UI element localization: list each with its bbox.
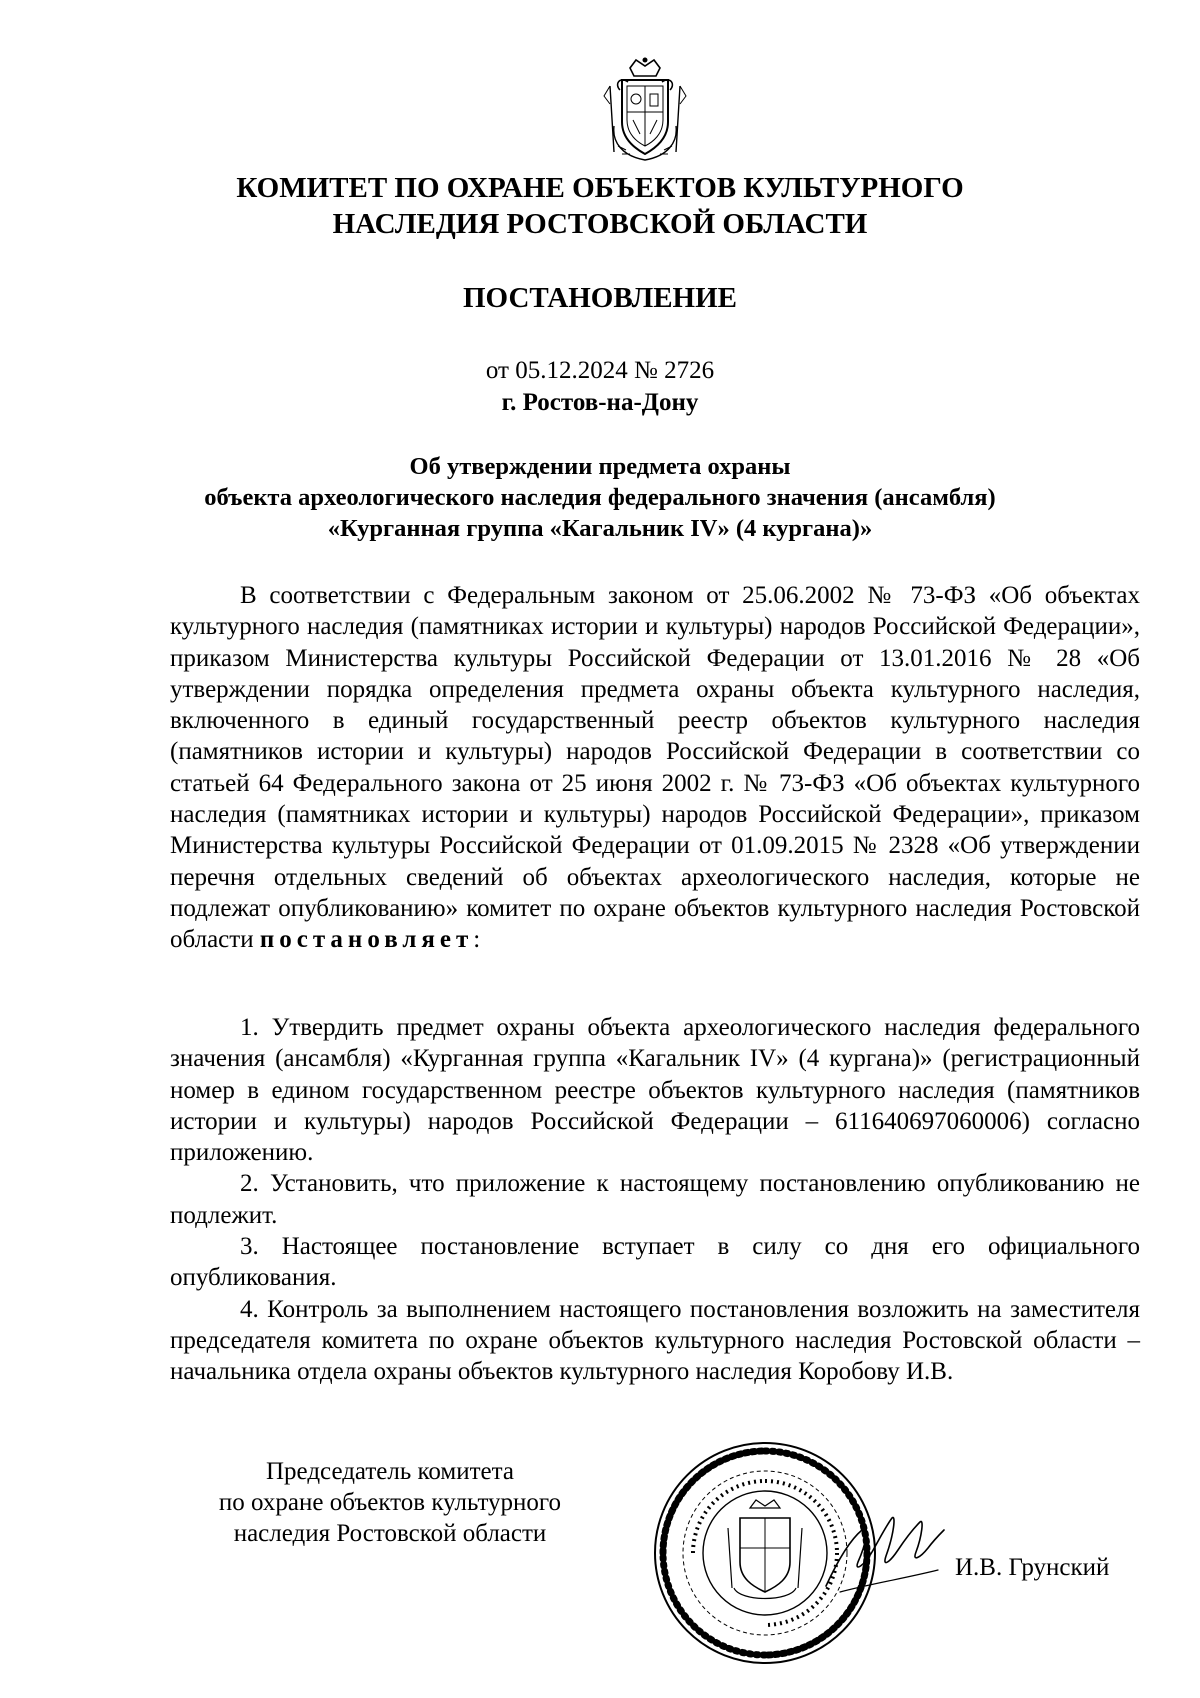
handwritten-signature-icon xyxy=(820,1500,950,1610)
coat-of-arms-icon xyxy=(600,56,690,164)
signer-name: И.В. Грунский xyxy=(955,1554,1110,1581)
decree-item-1: 1. Утвердить предмет охраны объекта археологического наследия федерального значения (ансамбля) «Курганная группа «Кагальник IV» (4 кургана)» (регистрационный номер в едином государственном реестре объектов культурного наследия (памятников истории и культуры) народов Российской Федерации – 611640697060006) согласно приложению. xyxy=(170,1014,1140,1167)
document-date-number: от 05.12.2024 № 2726 xyxy=(485,357,715,384)
decree-items xyxy=(170,1012,1140,1388)
document-type: ПОСТАНОВЛЕНИЕ xyxy=(462,282,737,314)
preamble-text: В соответствии с Федеральным законом от 25.06.2002 № 73-ФЗ «Об объектах культурного наследия (памятниках истории и культуры) народов Российской Федерации», приказом Министерства культуры Российской Федерации от 13.01.2016 № 28 «Об утверждении порядка определения предмета охраны объекта культурного наследия, включенного в единый государственный реестр объектов культурного наследия (памятников истории и культуры) народов Российской Федерации в соответствии со статьей 64 Федерального закона от 25 июня 2002 г. № 73-ФЗ «Об объектах культурного наследия (памятниках истории и культуры) народов Российской Федерации», приказом Министерства культуры Российской Федерации от 01.09.2015 № 2328 «Об утверждении перечня отдельных сведений об объектах археологического наследия, которые не подлежат опубликованию» комитет по охране объектов культурного наследия Ростовской области xyxy=(170,582,1140,954)
organization-title xyxy=(25,170,1175,242)
decree-item-2: 2. Установить, что приложение к настоящему постановлению опубликованию не подлежит. xyxy=(170,1170,1140,1229)
preamble-paragraph xyxy=(170,580,1140,956)
subject-line-3: «Курганная группа «Кагальник IV» (4 кургана)» xyxy=(327,515,873,542)
organization-title-line-2: НАСЛЕДИЯ РОСТОВСКОЙ ОБЛАСТИ xyxy=(332,208,868,240)
signer-position-line-1: Председатель комитета xyxy=(266,1458,514,1485)
decree-item-3: 3. Настоящее постановление вступает в силу со дня его официального опубликования. xyxy=(170,1233,1140,1292)
preamble-colon: : xyxy=(473,926,481,954)
document-city: г. Ростов-на-Дону xyxy=(501,389,699,416)
signer-position-line-2: по охране объектов культурного xyxy=(218,1489,562,1516)
decree-item-4: 4. Контроль за выполнением настоящего постановления возложить на заместителя председателя комитета по охране объектов культурного наследия Ростовской области – начальника отдела охраны объектов культурного наследия Коробову И.В. xyxy=(170,1295,1140,1386)
signer-position xyxy=(190,1456,590,1549)
signer-position-line-3: наследия Ростовской области xyxy=(233,1520,547,1547)
organization-title-line-1: КОМИТЕТ ПО ОХРАНЕ ОБЪЕКТОВ КУЛЬТУРНОГО xyxy=(236,172,964,204)
decree-word: постановляет xyxy=(259,926,474,954)
document-subject xyxy=(25,451,1175,544)
subject-line-1: Об утверждении предмета охраны xyxy=(409,453,791,480)
subject-line-2: объекта археологического наследия федерального значения (ансамбля) xyxy=(204,484,996,511)
